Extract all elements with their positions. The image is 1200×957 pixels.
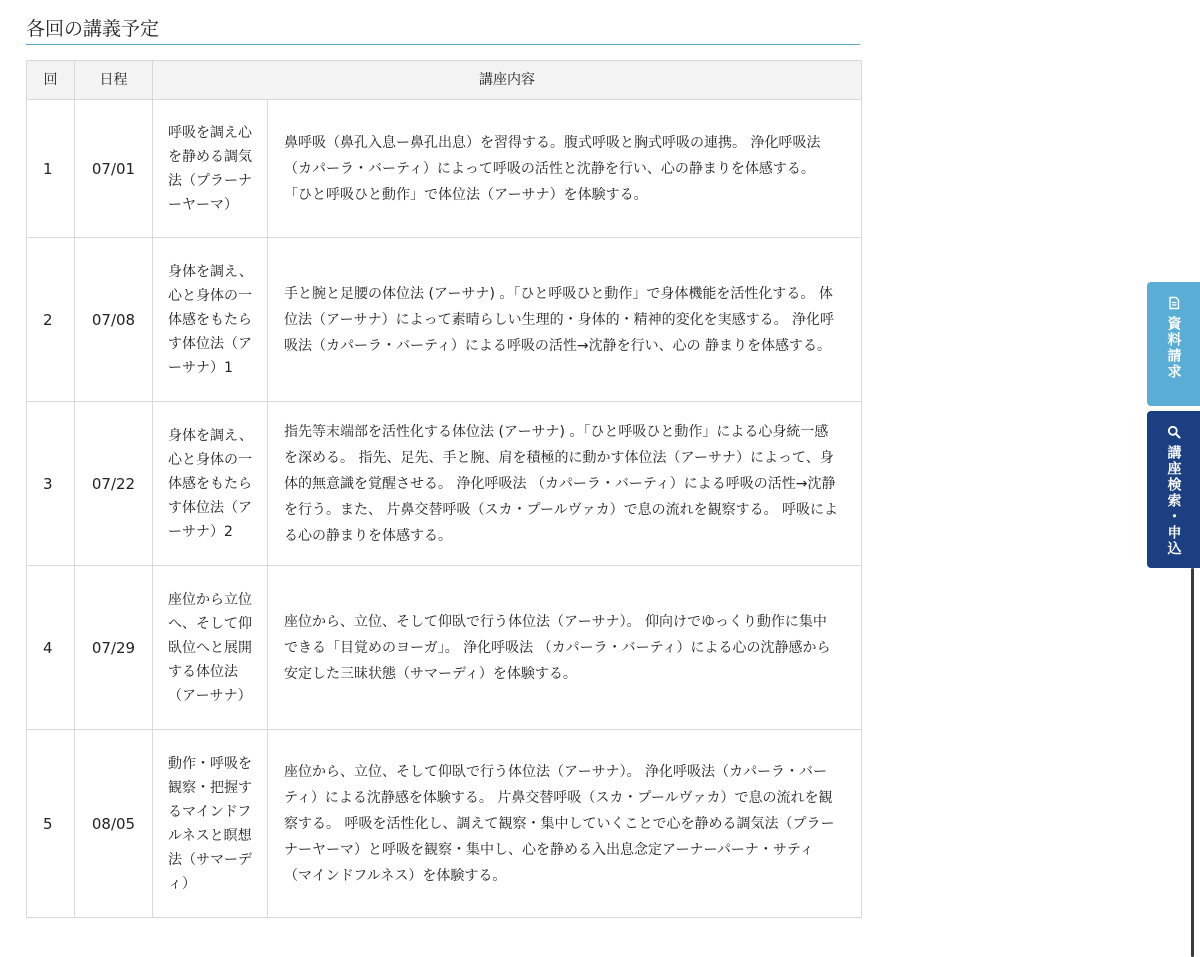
- lecture-number: 2: [27, 238, 75, 402]
- document-icon: [1167, 296, 1181, 310]
- request-materials-button[interactable]: [1147, 282, 1200, 406]
- lecture-description: 手と腕と足腰の体位法 (アーサナ) 。「ひと呼吸ひと動作」で身体機能を活性化する。 体位法（アーサナ）によって素晴らしい生理的・身体的・精神的変化を実感する。 浄化呼吸法（カパーラ・バーティ）による呼吸の活性→沈静を行い、心の 静まりを体感する。: [268, 238, 862, 402]
- table-header-row: [27, 61, 862, 100]
- lecture-number: 3: [27, 402, 75, 566]
- course-search-apply-button[interactable]: [1147, 411, 1200, 568]
- lecture-date: 07/01: [75, 100, 153, 238]
- lecture-number: 5: [27, 730, 75, 918]
- lecture-date: 07/29: [75, 566, 153, 730]
- lecture-date: 08/05: [75, 730, 153, 918]
- lecture-date: 07/08: [75, 238, 153, 402]
- scrollbar[interactable]: [1190, 568, 1196, 957]
- request-materials-label: 資料請求: [1165, 316, 1182, 380]
- lecture-title: 身体を調え、心と身体の一体感をもたらす体位法（アーサナ）1: [153, 238, 268, 402]
- table-row: [27, 730, 862, 918]
- course-search-apply-label: 講座検索・申込: [1165, 445, 1182, 557]
- lecture-description: 指先等末端部を活性化する体位法 (アーサナ) 。「ひと呼吸ひと動作」による心身統一感を深める。 指先、足先、手と腕、肩を積極的に動かす体位法（アーサナ）によって、身体的無意識を覚醒させる。 浄化呼吸法 （カパーラ・バーティ）による呼吸の活性→沈静を行う。また、 片鼻交替呼吸（スカ・プールヴァカ）で息の流れを観察する。 呼吸による心の静まりを体感する。: [268, 402, 862, 566]
- table-row: [27, 566, 862, 730]
- search-icon: [1167, 425, 1181, 439]
- scrollbar-thumb[interactable]: [1191, 568, 1194, 957]
- lecture-description: 座位から、立位、そして仰臥で行う体位法（アーサナ）。 浄化呼吸法（カパーラ・バーティ）による沈静感を体験する。 片鼻交替呼吸（スカ・プールヴァカ）で息の流れを観察する。 呼吸を活性化し、調えて観察・集中していくことで心を静める調気法（プラーナーヤーマ）と呼吸を観察・集中し、心を静める入出息念定アーナーパーナ・サティ（マインドフルネス）を体験する。: [268, 730, 862, 918]
- lecture-title: 呼吸を調え心を静める調気法（プラーナーヤーマ）: [153, 100, 268, 238]
- lecture-title: 動作・呼吸を観察・把握するマインドフルネスと瞑想法（サマーディ）: [153, 730, 268, 918]
- schedule-table: [26, 60, 862, 918]
- table-row: [27, 238, 862, 402]
- lecture-number: 1: [27, 100, 75, 238]
- header-content: 講座内容: [153, 61, 862, 100]
- header-no: 回: [27, 61, 75, 100]
- lecture-description: 座位から、立位、そして仰臥で行う体位法（アーサナ）。 仰向けでゆっくり動作に集中できる「目覚めのヨーガ」。 浄化呼吸法 （カパーラ・バーティ）による心の沈静感から安定した三昧状態（サマーディ）を体験する。: [268, 566, 862, 730]
- lecture-date: 07/22: [75, 402, 153, 566]
- lecture-description: 鼻呼吸（鼻孔入息ー鼻孔出息）を習得する。腹式呼吸と胸式呼吸の連携。 浄化呼吸法 （カパーラ・バーティ）によって呼吸の活性と沈静を行い、心の静まりを体感する。 「ひと呼吸ひと動作」で体位法（アーサナ）を体験する。: [268, 100, 862, 238]
- table-row: [27, 100, 862, 238]
- lecture-number: 4: [27, 566, 75, 730]
- header-date: 日程: [75, 61, 153, 100]
- lecture-title: 身体を調え、心と身体の一体感をもたらす体位法（アーサナ）2: [153, 402, 268, 566]
- lecture-title: 座位から立位へ、そして仰臥位へと展開する体位法（アーサナ）: [153, 566, 268, 730]
- table-row: [27, 402, 862, 566]
- section-title: 各回の講義予定: [26, 16, 860, 45]
